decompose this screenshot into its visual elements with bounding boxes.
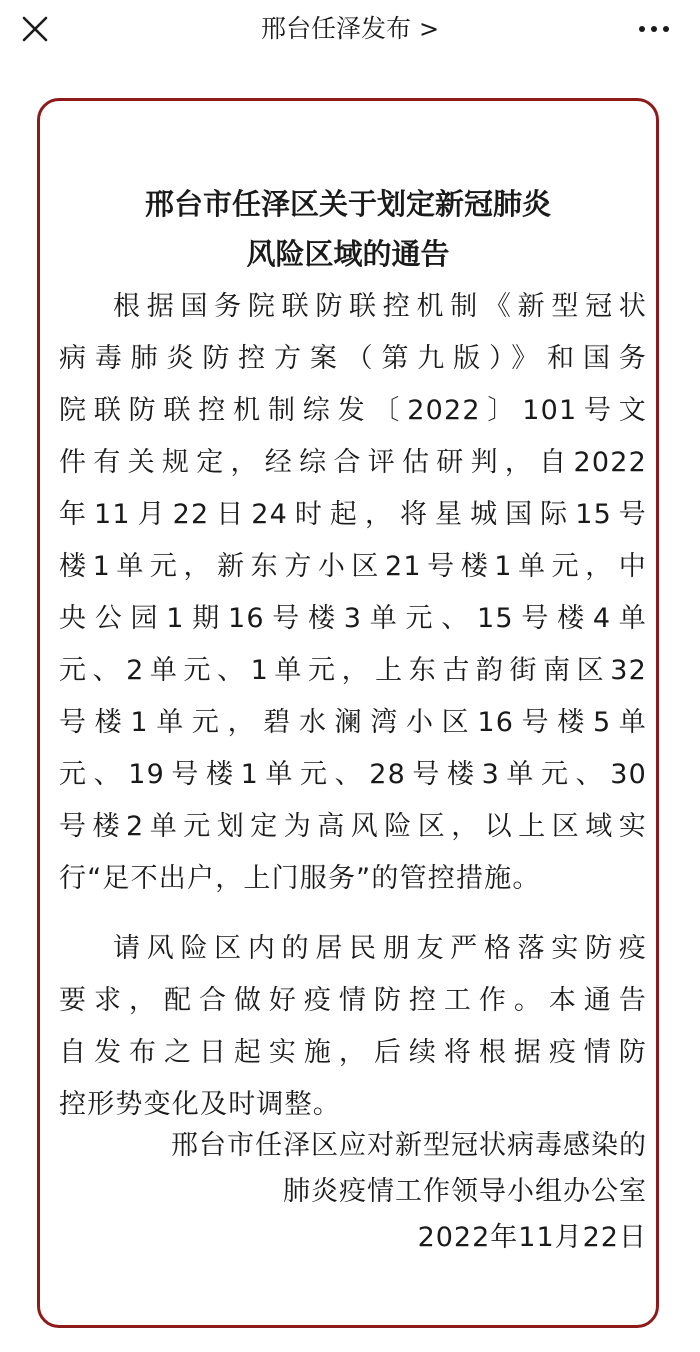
notice-paragraph-2 — [59, 923, 647, 1131]
text-line: 根据国务院联防联控机制《新型冠状 — [113, 291, 647, 322]
notice-signature — [59, 1123, 647, 1261]
signature-organization: 邢台市任泽区应对新型冠状病毒感染的 — [171, 1130, 647, 1161]
text-line: 控形势变化及时调整。 — [59, 1089, 341, 1120]
text-line: 央公园1期16号楼3单元、15号楼4单 — [59, 603, 647, 634]
text-line: 请风险区内的居民朋友严格落实防疫 — [113, 933, 647, 964]
notice-title — [40, 179, 656, 279]
more-options-icon[interactable] — [636, 14, 672, 44]
text-line: 行“足不出户，上门服务”的管控措施。 — [59, 863, 541, 894]
text-line: 元、19号楼1单元、28号楼3单元、30 — [59, 759, 647, 790]
chevron-right-icon: > — [418, 15, 440, 43]
notice-card — [37, 98, 659, 1328]
signature-date: 2022年11月22日 — [417, 1222, 647, 1253]
notice-title-line: 风险区域的通告 — [246, 237, 450, 271]
top-navigation-bar — [0, 0, 700, 60]
signature-office: 肺炎疫情工作领导小组办公室 — [283, 1176, 647, 1207]
text-line: 号楼2单元划定为高风险区，以上区域实 — [59, 811, 647, 842]
text-line: 年11月22日24时起，将星城国际15号 — [59, 499, 647, 530]
text-line: 楼1单元，新东方小区21号楼1单元，中 — [59, 551, 647, 582]
text-line: 院联防联控机制综发〔2022〕101号文 — [59, 395, 647, 426]
account-title-link[interactable] — [0, 12, 700, 46]
text-line: 要求，配合做好疫情防控工作。本通告 — [59, 985, 647, 1016]
text-line: 号楼1单元，碧水澜湾小区16号楼5单 — [59, 707, 647, 738]
text-line: 件有关规定，经综合评估研判，自2022 — [59, 447, 647, 478]
text-line: 自发布之日起实施，后续将根据疫情防 — [59, 1037, 647, 1068]
notice-paragraph-1 — [59, 281, 647, 905]
notice-title-line: 邢台市任泽区关于划定新冠肺炎 — [144, 187, 551, 221]
account-title: 邢台任泽发布 — [260, 14, 411, 43]
text-line: 元、2单元、1单元，上东古韵街南区32 — [59, 655, 647, 686]
text-line: 病毒肺炎防控方案（第九版）》和国务 — [59, 343, 647, 374]
